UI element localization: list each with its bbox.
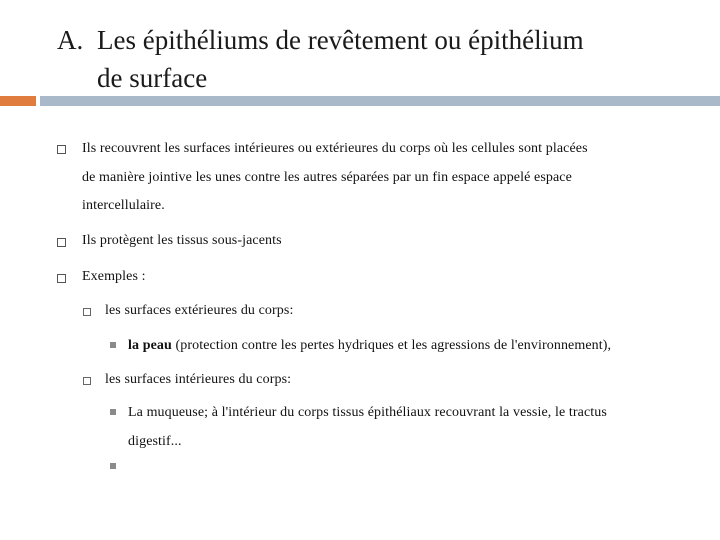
sub-1-item-bold: la peau (128, 338, 172, 353)
bullet-square-icon (57, 238, 66, 247)
bullet-1-line-2: de manière jointive les unes contre les autres séparées par un fin espace appelé espace (82, 170, 572, 185)
title-line-1: Les épithéliums de revêtement ou épithélium (97, 25, 584, 55)
sub-2-item-line-1: La muqueuse; à l'intérieur du corps tissus épithéliaux recouvrant la vessie, le tractus (128, 405, 607, 420)
sub-bullet-2 (105, 366, 291, 394)
sub-2-rest: du corps: (234, 372, 292, 387)
bullet-2: Ils protègent les tissus sous-jacents (82, 233, 282, 248)
filled-square-bullet-icon (110, 409, 116, 415)
filled-square-bullet-icon (110, 463, 116, 469)
title-number: A. (57, 25, 84, 55)
sub-2-item-line-2: digestif... (128, 434, 182, 449)
title-line-2: de surface (97, 63, 208, 93)
accent-bar-blue (40, 96, 720, 106)
accent-bar-orange (0, 96, 36, 106)
sub-bullet-1: les surfaces extérieures du corps: (105, 303, 294, 318)
filled-square-bullet-icon (110, 342, 116, 348)
bullet-3: Exemples : (82, 269, 146, 284)
sub-1-item (128, 332, 611, 360)
bullet-1-line-3: intercellulaire. (82, 198, 165, 213)
sub-1-item-rest: (protection contre les pertes hydriques et les agressions de l'environnement), (171, 338, 612, 353)
sub-2-bold: les surfaces intérieures (105, 372, 235, 387)
bullet-1-line-1: Ils recouvrent les surfaces intérieures ou extérieures du corps où les cellules sont placées (82, 141, 588, 156)
sub-bullet-square-icon (83, 377, 91, 385)
bullet-square-icon (57, 145, 66, 154)
bullet-square-icon (57, 274, 66, 283)
sub-bullet-square-icon (83, 308, 91, 316)
